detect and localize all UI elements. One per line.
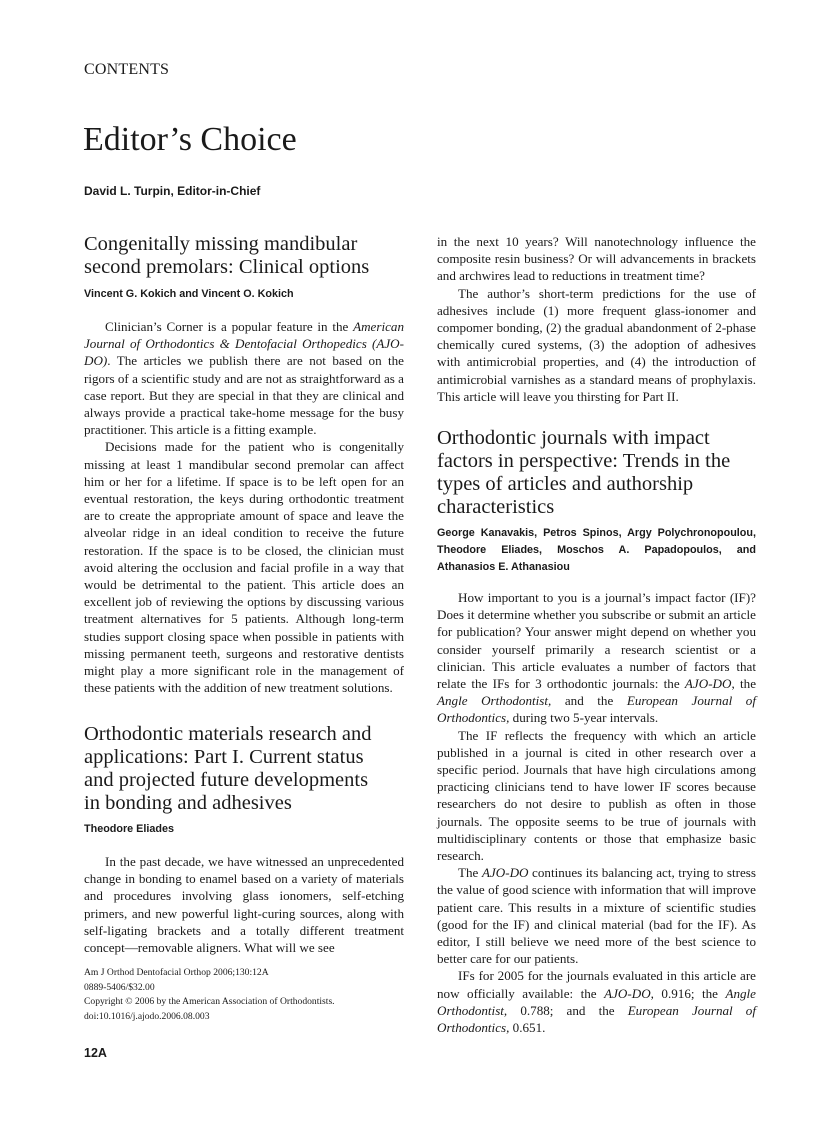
paragraph: Decisions made for the patient who is congenitally missing at least 1 mandibular second premolar can affect him or her for a lifetime. If space is to be left open for an eventual restoration, the keys during orthodontic treatment are to create the appropriate amount of space and leave the alveolar ridge in an ideal condition to receive the future restoration. If the space is to be closed, the clinician must avoid altering the occlusion and facial profile in a way that would be detrimental to the patient. This article does an excellent job of reviewing the options by discussing various treatment alternatives for 5 patients. Although long-term studies support closing space when possible in patients with missing permanent teeth, surgeons and restorative dentists might play a more significant role in the management of these patients with the addition of new treatment solutions. [84, 439, 404, 696]
article-1-authors: Vincent G. Kokich and Vincent O. Kokich [84, 288, 294, 300]
journal-name: European Journal of Orthodontics, [437, 693, 756, 726]
journal-name: AJO-DO [684, 676, 732, 692]
paragraph: The author’s short-term predictions for the use of adhesives include (1) more frequent glass-ionomer and compomer bonding, (2) the gradual abandonment of 2-phase chemically cured systems, (3) the adoption of adhesives with antimicrobial properties, and (4) the introduction of antimicrobial varnishes as a standard means of prophylaxis. This article will leave you thirsting for Part II. [437, 285, 756, 404]
copyright: Copyright © 2006 by the American Association of Orthodontists. [84, 996, 335, 1008]
text: during two 5-year intervals. [509, 710, 659, 726]
text: , the [731, 676, 757, 692]
text: continues its balancing act, trying to stress the value of good science with information that will improve patient care. This results in a mixture of scientific studies (good for the IF) and clinical material (bad for the IF). As editor, I still believe we need more of the best science to better care for our patients. [437, 865, 756, 967]
doi: doi:10.1016/j.ajodo.2006.08.003 [84, 1010, 210, 1022]
article-3-body [437, 589, 756, 1036]
paragraph: in the next 10 years? Will nanotechnology influence the composite resin business? Or will advancements in brackets and archwires lead to reductions in treatment time? [437, 234, 756, 284]
title-line: Orthodontic journals with impact [437, 427, 710, 449]
text: How important to you is a journal’s impact factor (IF)? Does it determine whether you subscribe or submit an article for publication? Your answer might depend on whether you consider yourself primarily a research scientist or a clinician. This article evaluates a number of factors that relate the IFs for 3 orthodontic journals: the [437, 590, 756, 692]
journal-name: Angle Orthodontist, [437, 985, 756, 1018]
text: 0.651. [509, 1020, 546, 1036]
article-2-body-continued [437, 233, 756, 405]
title-line: Orthodontic materials research and [84, 723, 372, 745]
article-2-body [84, 853, 404, 956]
page-number: 12A [84, 1046, 107, 1060]
title-line: factors in perspective: Trends in the [437, 450, 731, 472]
paragraph [437, 589, 756, 727]
journal-name: AJO-DO [481, 865, 529, 881]
title-line: second premolars: Clinical options [84, 256, 370, 278]
paragraph [437, 967, 756, 1036]
section-label: CONTENTS [84, 61, 170, 78]
article-3-authors: George Kanavakis, Petros Spinos, Argy Polychronopoulou, Theodore Eliades, Moschos A. Papadopoulos, and Athanasios E. Athanasiou [437, 527, 756, 573]
text: 0.788; and the [507, 1002, 628, 1018]
citation-footer [84, 966, 335, 1024]
journal-name: Angle Orthodontist, [437, 693, 552, 709]
article-2-authors: Theodore Eliades [84, 823, 174, 835]
title-line: and projected future developments [84, 769, 369, 791]
paragraph: The IF reflects the frequency with which an article published in a journal is cited in other research over a specific period. Journals that have high circulations among practicing clinicians tend to have lower IF scores because researchers do not desire to publish as often in those journals. The opposite seems to be true of journals with multidisciplinary contents or those that emphasize basic research. [437, 727, 756, 864]
paragraph [84, 318, 404, 438]
article-3-title [437, 427, 756, 519]
text: 0.916; the [653, 985, 726, 1001]
text: The [458, 865, 482, 881]
journal-name: American Journal of Orthodontics & Dentofacial Orthopedics (AJO-DO) [84, 319, 404, 369]
article-1-body [84, 318, 404, 696]
title-line: applications: Part I. Current status [84, 746, 364, 768]
citation: Am J Orthod Dentofacial Orthop 2006;130:12A [84, 967, 269, 978]
article-1-title [84, 233, 404, 279]
journal-name: AJO-DO, [604, 985, 654, 1001]
journal-name: European Journal of Orthodontics, [437, 1002, 756, 1036]
text: and the [551, 693, 627, 709]
editor-byline: David L. Turpin, Editor-in-Chief [84, 184, 261, 198]
text: IFs for 2005 for the journals evaluated in this article are now officially available: the [437, 968, 756, 1001]
paragraph: In the past decade, we have witnessed an unprecedented change in bonding to enamel based on a variety of materials and procedures involving glass ionomers, self-etching primers, and new powerful light-curing sources, along with self-ligating brackets and a totally different treatment concept—removable aligners. What will we see [84, 854, 404, 956]
title-line: in bonding and adhesives [84, 792, 292, 814]
article-2-title [84, 723, 404, 815]
title-line: Congenitally missing mandibular [84, 233, 358, 255]
text: Clinician’s Corner is a popular feature in the [105, 319, 354, 334]
title-line: characteristics [437, 496, 555, 518]
page-title: Editor’s Choice [83, 121, 297, 158]
text: . The articles we publish there are not based on the rigors of a scientific study and are not as straightforward as a case report. But they are special in that they are clinical and always provide a practical take-home message for the busy practitioner. This article is a fitting example. [84, 353, 404, 438]
paragraph [437, 864, 756, 967]
title-line: types of articles and authorship [437, 473, 694, 495]
issn: 0889-5406/$32.00 [84, 981, 155, 993]
